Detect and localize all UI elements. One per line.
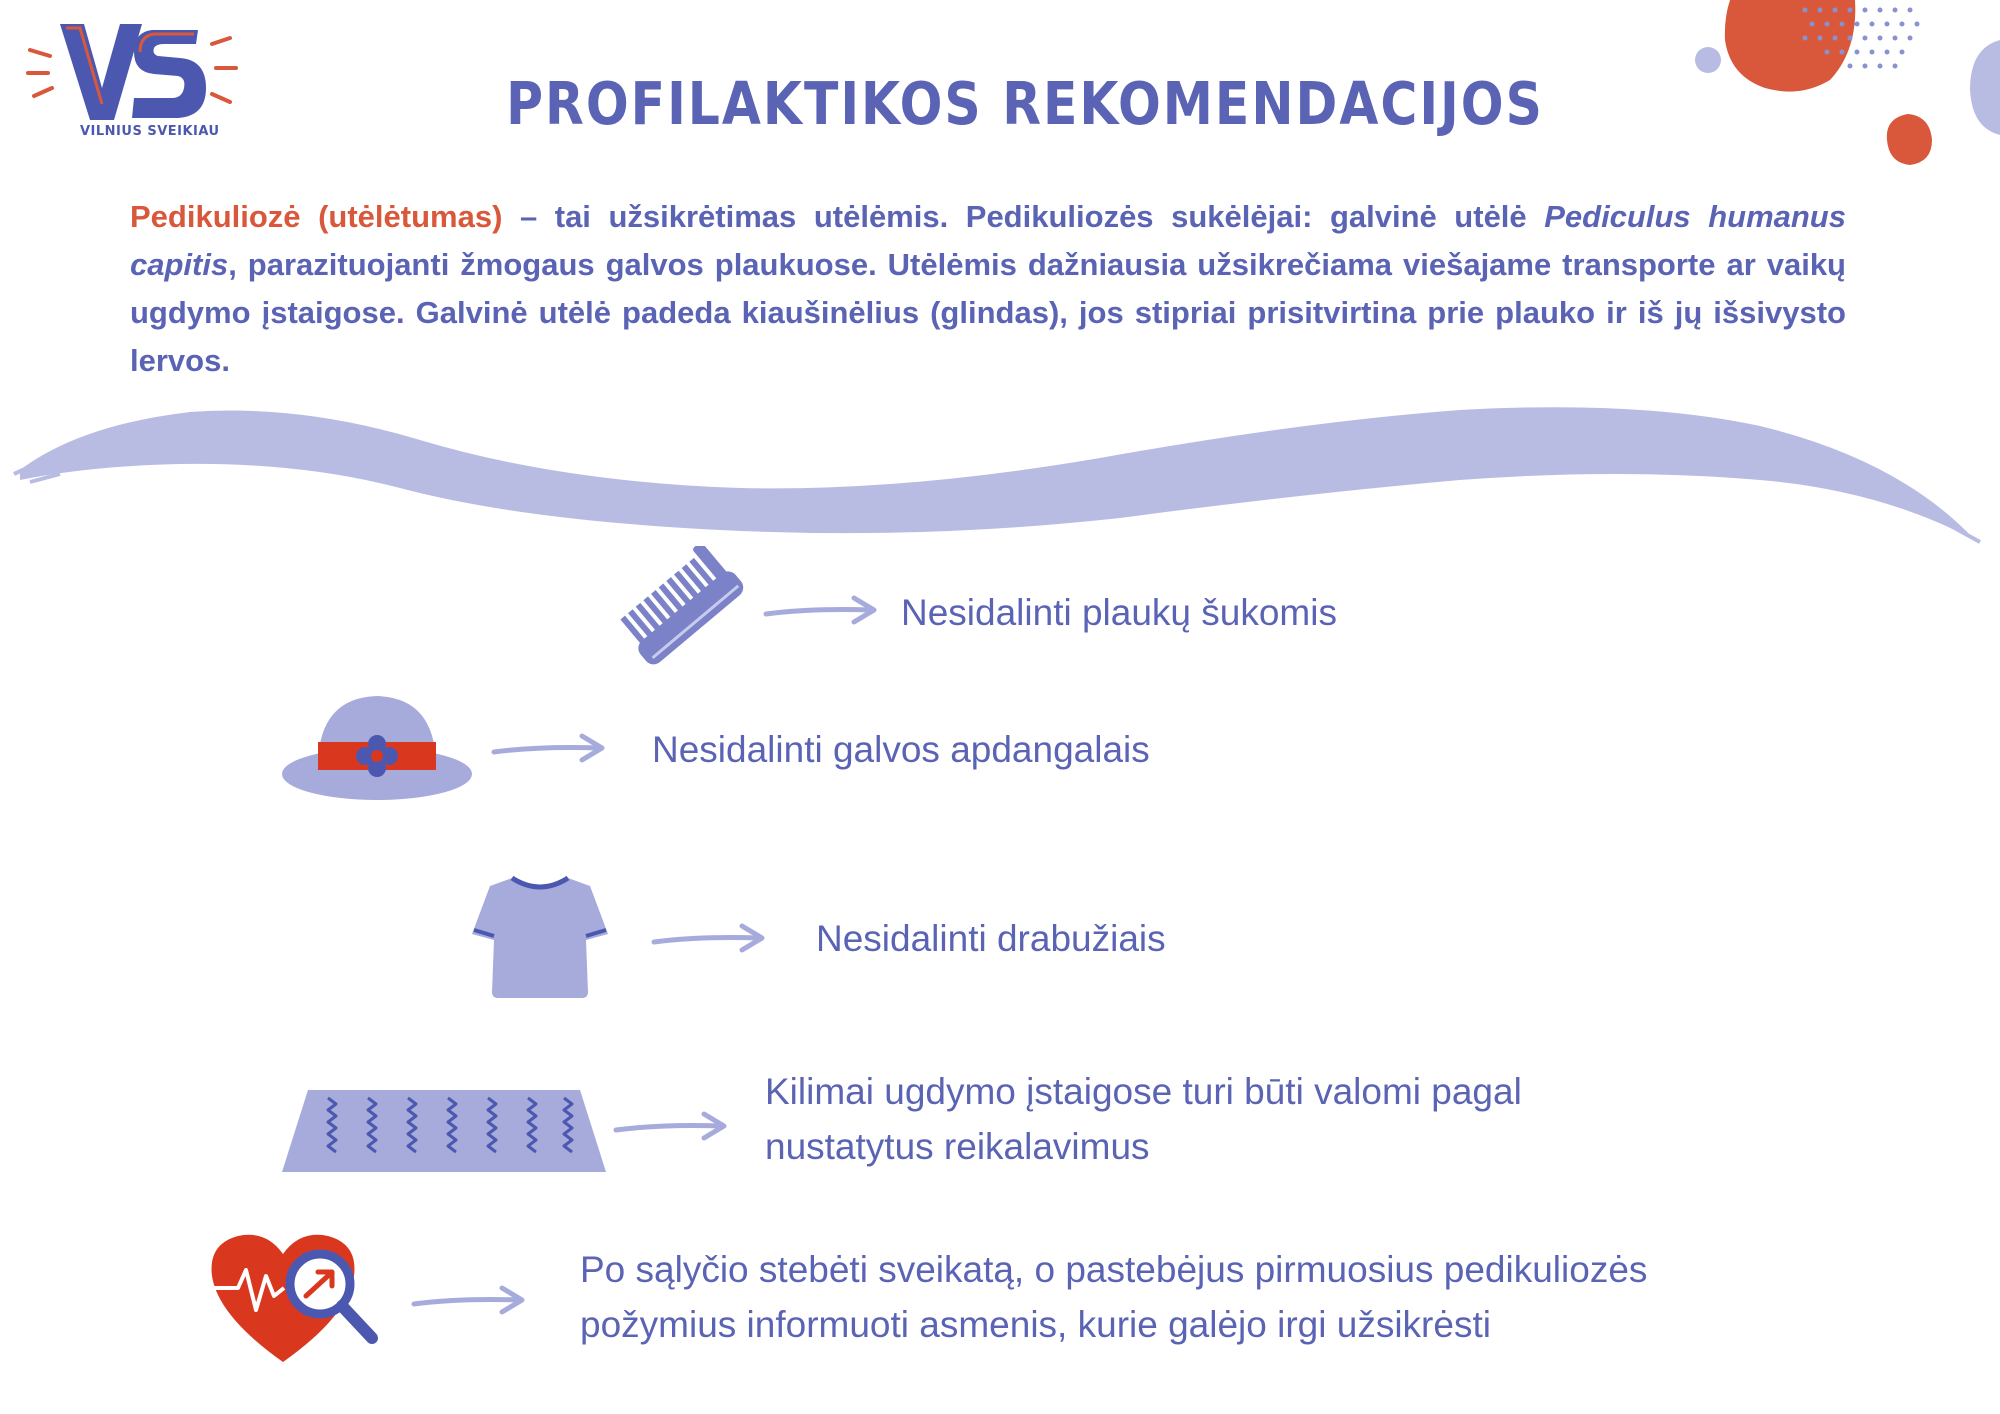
recommendation-text-monitoring-line1: Po sąlyčio stebėti sveikatą, o pastebėjus pirmuosius pedikuliozės	[580, 1249, 1648, 1290]
tshirt-icon	[470, 874, 610, 998]
arrow-icon	[410, 1280, 530, 1320]
page-title: PROFILAKTIKOS REKOMENDACIJOS	[506, 70, 1544, 139]
intro-latin-name: Pediculus humanus capitis	[130, 199, 1846, 282]
recommendation-text-comb: Nesidalinti plaukų šukomis	[901, 592, 1337, 633]
hat-icon	[280, 688, 474, 802]
intro-text-part2: , parazituojanti žmogaus galvos plaukuose. Utėlėmis dažniausia užsikrečiama viešajame transporte ar vaikų ugdymo įstaigose. Galvinė utėlė padeda kiaušinėlius (glindas), jos stipriai prisitvirtina prie plauko ir iš jų išsivysto lervos.	[130, 247, 1846, 378]
arrow-icon	[650, 918, 770, 958]
recommendation-text-monitoring	[580, 1242, 1647, 1352]
heart-magnifier-icon	[208, 1226, 378, 1364]
arrow-icon	[612, 1106, 732, 1146]
comb-icon	[618, 546, 752, 676]
arrow-icon	[762, 590, 882, 630]
intro-term: Pedikuliozė (utėlėtumas)	[130, 199, 503, 234]
brush-wave-divider	[0, 370, 2000, 550]
carpet-icon	[280, 1088, 608, 1174]
recommendation-text-monitoring-line2: požymius informuoti asmenis, kurie galėjo irgi užsikrėsti	[580, 1304, 1491, 1345]
recommendation-text-carpets	[765, 1064, 1522, 1174]
recommendation-text-carpets-line2: nustatytus reikalavimus	[765, 1126, 1150, 1167]
intro-paragraph	[130, 193, 1846, 385]
logo-caption: VILNIUS SVEIKIAU	[80, 124, 220, 139]
recommendation-text-carpets-line1: Kilimai ugdymo įstaigose turi būti valomi pagal	[765, 1071, 1522, 1112]
intro-text-part1: – tai užsikrėtimas utėlėmis. Pedikuliozės sukėlėjai: galvinė utėlė	[502, 199, 1545, 234]
decorative-blobs	[1680, 0, 2000, 210]
recommendation-text-hat: Nesidalinti galvos apdangalais	[652, 729, 1150, 770]
recommendation-text-clothes: Nesidalinti drabužiais	[816, 918, 1166, 959]
arrow-icon	[490, 728, 610, 768]
